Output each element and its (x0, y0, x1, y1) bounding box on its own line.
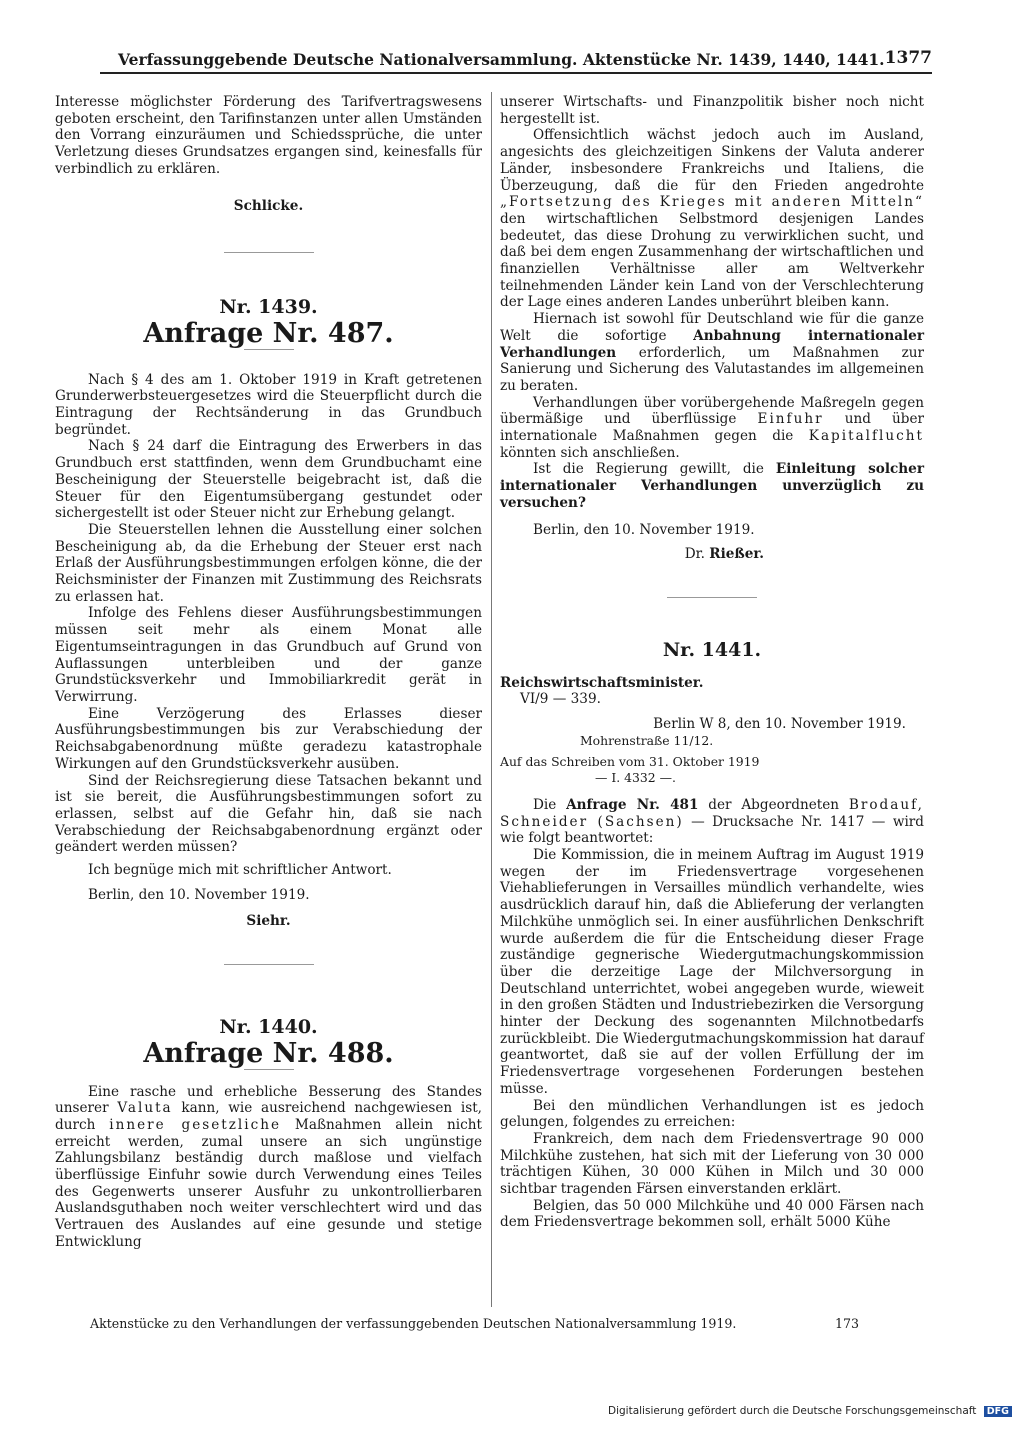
nr-1439-signature: Siehr. (246, 913, 291, 930)
nr-1441-heading: Nr. 1441. (662, 638, 762, 661)
nr-1439-paragraph-2: Nach § 24 darf die Eintragung des Erwerbers in das Grundbuch erst stattfinden, wenn dem Grundbuchamt eine Bescheinigung der Steuerstelle beigebracht ist, daß die Steuer für den Eigentumsübergang gestundet oder sichergestellt ist oder Steuer nicht zur Erhebung gelangt. (55, 438, 482, 522)
nr-1440-paragraph-3: Hiernach ist sowohl für Deutschland wie für die ganze Welt die sofortige Anbahnung internationaler Verhandlungen erforderlich, um Maßnahmen zur Sanierung und Sicherung des Valutastandes im allgemeinen zu beraten. (500, 311, 924, 394)
right-column (500, 94, 924, 1231)
nr-1441-paragraph-1: Die Anfrage Nr. 481 der Abgeordneten Brodauf, Schneider (Sachsen) — Drucksache Nr. 1417 — wird wie folgt beantwortet: (500, 796, 925, 847)
header-page-number: 1377 (884, 48, 932, 68)
nr-1439-paragraph-5: Eine Verzögerung des Erlasses dieser Ausführungsbestimmungen bis zur Verabschiedung der Reichsabgabenordnung müßte geradezu katastrophale Wirkungen auf den Grundstücksverkehr ausüben. (55, 705, 482, 772)
emphasis-quote: „Fortsetzung des Krieges mit anderen Mitteln“ (500, 194, 924, 211)
nr-1439-paragraph-6: Sind der Reichsregierung diese Tatsachen bekannt und ist sie bereit, die Ausführungsbestimmungen sofort zu erlassen, selbst auf die Gefahr hin, daß sie nach Verabschiedung der Reichsabgabenordnung ergänzt oder geändert werden müssen? (55, 772, 482, 856)
credit-text: Digitalisierung gefördert durch die Deutsche Forschungsgemeinschaft (608, 1405, 977, 1417)
nr-1441-paragraph-4: Frankreich, dem nach dem Friedensvertrage 90 000 Milchkühe zustehen, hat sich mit der Lieferung von 30 000 trächtigen Kühen, 30 000 Kühen in Milch und 30 000 sichtbar tragenden Färsen einverstanden erklärt. (500, 1130, 924, 1198)
nr-1440-date: Berlin, den 10. November 1919. (533, 521, 755, 538)
nr-1440-paragraph-1: Eine rasche und erhebliche Besserung des Standes unserer Valuta kann, wie ausreichend nachgewiesen ist, durch innere gesetzliche Maßnahmen allein nicht erreicht werden, zumal unsere an sich ungünstige Zahlungsbilanz beständig durch maßlose und vielfach überflüssige Einfuhr sowie durch Verwendung eines Teiles des Gegenwerts unserer Ausfuhr zu unkontrollierbaren Auslandsguthaben noch weiter verschlechtert wird und das Vertrauen des Auslandes auf eine gesunde und stetige Entwicklung (55, 1083, 482, 1250)
nr-1441-regarding-1: Auf das Schreiben vom 31. Oktober 1919 (500, 753, 760, 769)
emphasis-anbahnung: Anbahnung internationaler Verhandlungen (500, 327, 924, 361)
nr-1441-regarding-2: — I. 4332 —. (595, 770, 676, 786)
emphasis-valuta: Valuta (117, 1100, 173, 1117)
nr-1439-paragraph-7: Ich begnüge mich mit schriftlicher Antwort. (88, 862, 392, 879)
emphasis-innere: innere gesetzliche (109, 1116, 282, 1133)
nr-1439-paragraph-3: Die Steuerstellen lehnen die Ausstellung einer solchen Bescheinigung ab, da die Erhebung der Steuer erst nach Erlaß der Ausführungsbestimmungen erfolgen könne, die der Reichsminister der Finanzen mit Zustimmung des Reichsrats zu erlassen hat. (55, 521, 482, 605)
nr-1441-paragraph-2: Die Kommission, die in meinem Auftrag im August 1919 wegen der im Friedensvertrage vorgesehenen Viehablieferungen in Versailles mündlich verhandelte, wies ausdrücklich darauf hin, daß die Ablieferung der verlangten Milchkühe unmöglich sei. In einer ausführlichen Denkschrift wurde außerdem die für die Entscheidung dieser Frage zuständige gegnerische Wiedergutmachungskommission über die derzeitige Lage der Milchversorgung in Deutschland unterrichtet, wobei angegeben wurde, wieweit in den großen Städten und Industriebezirken die Versorgung hinter der Deckung des sogenannten Milchnotbedarfs zurückbleibt. Die Wiedergutmachungskommission hat darauf geantwortet, daß sie auf der vollen Erfüllung der im Friedensvertrage vorgesehenen Forderungen bestehen müsse. (500, 847, 924, 1097)
nr-1440-paragraph-4: Verhandlungen über vorübergehende Maßregeln gegen übermäßige und überflüssige Einfuhr und über internationale Maßnahmen gegen die Kapitalflucht könnten sich anschließen. (500, 394, 925, 461)
dfg-logo: DFG (984, 1406, 1012, 1417)
emphasis-kapitalflucht: Kapitalflucht (808, 428, 924, 445)
intro-paragraph: Interesse möglichster Förderung des Tarifvertragswesens geboten erscheint, den Tarifinstanzen unter allen Umständen den Vorrang einzuräumen und Schiedssprüche, die unter Verletzung dieses Grundsatzes ergangen sind, keinesfalls für verbindlich zu erklären. (55, 94, 482, 177)
nr-1440-signature: Dr. Rießer. (684, 546, 764, 563)
emphasis-names: Brodauf, Schneider (Sachsen) (500, 796, 924, 830)
nr-1439-paragraph-1: Nach § 4 des am 1. Oktober 1919 in Kraft getretenen Grunderwerbsteuergesetzes wird die Steuerpflicht durch die Eintragung der Rechtsänderung in das Grundbuch begründet. (55, 371, 482, 438)
nr-1441-place-date: Berlin W 8, den 10. November 1919. (653, 716, 906, 733)
left-column (55, 94, 482, 1251)
nr-1440-paragraph-1-cont: unserer Wirtschafts- und Finanzpolitik bisher noch nicht hergestellt ist. (500, 94, 924, 127)
column-divider (491, 92, 492, 1307)
nr-1439-heading: Nr. 1439. (219, 296, 318, 319)
nr-1439-paragraph-4: Infolge des Fehlens dieser Ausführungsbestimmungen müssen seit mehr als einem Monat alle Eigentumseintragungen in das Grundbuch auf Grund von Auflassungen unterbleiben und der ganze Grundstücksverkehr und Immobiliarkredit gerät in Verwirrung. (55, 605, 482, 705)
nr-1441-street: Mohrenstraße 11/12. (580, 732, 714, 748)
nr-1441-paragraph-3: Bei den mündlichen Verhandlungen ist es jedoch gelungen, folgendes zu erreichen: (500, 1097, 924, 1131)
digitization-credit (608, 1405, 1012, 1417)
emphasis-anfrage-481: Anfrage Nr. 481 (566, 796, 699, 813)
nr-1441-paragraph-5: Belgien, das 50 000 Milchkühe und 40 000 Färsen nach dem Friedensvertrage bekommen soll, erhält 5000 Kühe (500, 1197, 924, 1231)
header-title: Verfassunggebende Deutsche Nationalversammlung. Aktenstücke Nr. 1439, 1440, 1441. (118, 50, 885, 69)
intro-signature: Schlicke. (233, 197, 304, 214)
nr-1440-heading: Nr. 1440. (219, 1016, 318, 1039)
nr-1441-reference: VI/9 — 339. (520, 691, 601, 708)
footer-sheet-number: 173 (835, 1316, 860, 1331)
page-header (100, 46, 932, 74)
emphasis-einfuhr: Einfuhr (757, 411, 824, 428)
emphasis-einleitung: Einleitung solcher internationaler Verhandlungen unverzüglich zu versuchen? (500, 461, 924, 511)
nr-1441-sender: Reichswirtschaftsminister. (500, 674, 704, 691)
anfrage-487-heading: Anfrage Nr. 487. (143, 317, 394, 349)
anfrage-488-heading: Anfrage Nr. 488. (143, 1037, 394, 1069)
page-footer: Aktenstücke zu den Verhandlungen der verfassunggebenden Deutschen Nationalversammlung 1919. (90, 1316, 737, 1331)
nr-1440-paragraph-2: Offensichtlich wächst jedoch auch im Ausland, angesichts des gleichzeitigen Sinkens der Valuta anderer Länder, insbesondere Frankreichs und Italiens, die Überzeugung, daß die für den Frieden angedrohte „Fortsetzung des Krieges mit anderen Mitteln“ den wirtschaftlichen Selbstmord desjenigen Landes bedeutet, das diese Drohung zu verwirklichen sucht, und daß bei dem engen Zusammenhang der wirtschaftlichen und finanziellen Verhältnisse aller am Weltverkehr teilnehmenden Länder kein Land von der Verschlechterung der Lage eines anderen Landes unberührt bleiben kann. (500, 127, 924, 311)
nr-1440-paragraph-5: Ist die Regierung gewillt, die Einleitung solcher internationaler Verhandlungen unverzüglich zu versuchen? (500, 461, 924, 511)
nr-1439-date: Berlin, den 10. November 1919. (88, 886, 310, 903)
